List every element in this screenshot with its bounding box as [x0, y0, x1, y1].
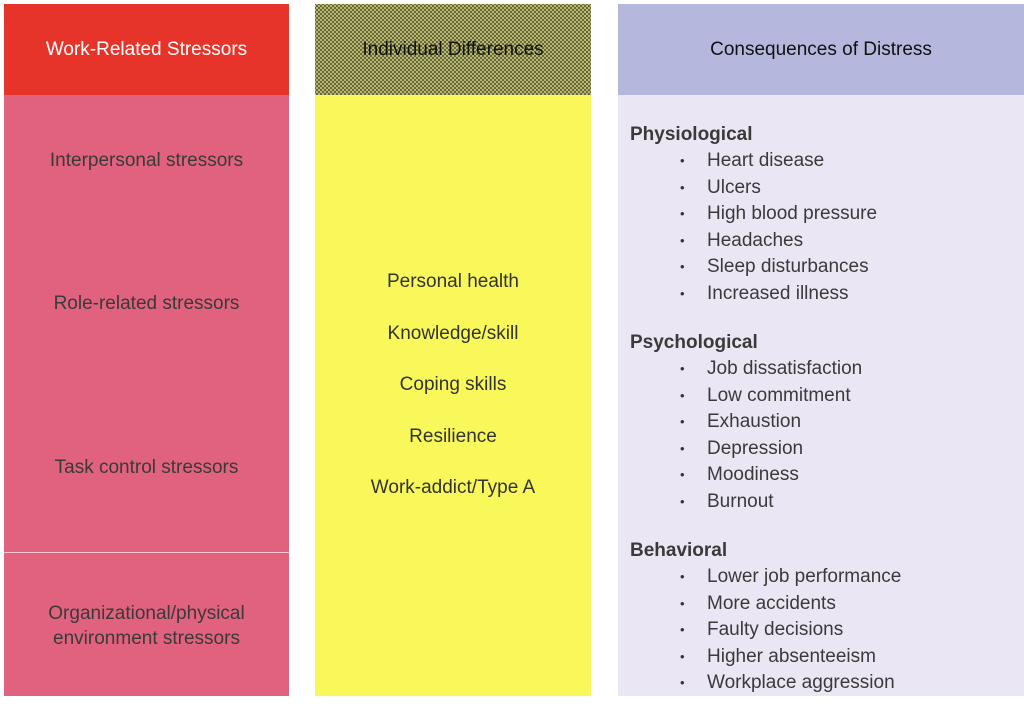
list-item: [630, 591, 1020, 618]
bullet-icon: •: [680, 622, 685, 637]
list-item-label: Increased illness: [707, 282, 849, 304]
list-item: [630, 409, 1020, 436]
bullet-icon: •: [680, 259, 685, 274]
list-item-label: Headaches: [707, 229, 804, 251]
list-item: [630, 670, 1020, 697]
stressor-task-control: Task control stressors: [54, 457, 239, 478]
bullet-icon: •: [680, 595, 685, 611]
bullet-icon: •: [680, 467, 685, 482]
list-item: [630, 356, 1020, 383]
differences-column: [315, 4, 591, 696]
bullet-icon: •: [680, 493, 685, 509]
bullet-icon: •: [680, 179, 685, 195]
bullet-icon: •: [680, 206, 685, 221]
consequences-list: [630, 122, 1020, 720]
stressors-column: [4, 4, 289, 696]
bullet-icon: •: [680, 361, 685, 376]
bullet-icon: •: [680, 569, 685, 584]
group-title: Behavioral: [630, 540, 728, 561]
list-item: [630, 436, 1020, 463]
bullet-icon: •: [680, 675, 685, 690]
difference-item: Personal health: [386, 271, 520, 292]
bullet-icon: •: [680, 232, 685, 248]
list-item-label: Lower job performance: [707, 566, 902, 587]
list-item: [630, 489, 1020, 516]
consequences-column: [618, 4, 1024, 696]
bullet-icon: •: [680, 414, 685, 429]
list-item: [630, 617, 1020, 644]
group-behavioral: [630, 538, 1020, 697]
group-physiological: [630, 122, 1020, 307]
stressor-interpersonal: Interpersonal stressors: [49, 150, 244, 171]
list-item-label: Faulty decisions: [707, 619, 844, 640]
bullet-icon: •: [680, 153, 685, 168]
list-item: [630, 228, 1020, 255]
list-item-label: Burnout: [707, 490, 774, 512]
list-item: [630, 254, 1020, 281]
differences-list: [315, 268, 591, 526]
list-item: [630, 201, 1020, 228]
difference-item: Knowledge/skill: [387, 322, 519, 344]
list-item-label: Heart disease: [707, 150, 825, 171]
list-item-label: Job dissatisfaction: [707, 358, 863, 379]
difference-item: Resilience: [409, 425, 497, 447]
list-item-label: More accidents: [707, 592, 836, 614]
difference-item: Coping skills: [399, 374, 507, 395]
bullet-icon: •: [680, 648, 685, 664]
differences-header: Individual Differences: [315, 4, 591, 95]
group-psychological: [630, 330, 1020, 515]
list-item: [630, 644, 1020, 671]
list-item-label: Exhaustion: [707, 411, 802, 432]
list-item-label: Workplace aggression: [707, 672, 895, 693]
list-item-label: Higher absenteeism: [707, 645, 876, 667]
list-item-label: Low commitment: [707, 384, 851, 406]
bullet-icon: •: [680, 387, 685, 403]
stressor-divider: [4, 552, 289, 553]
list-item-label: Moodiness: [707, 464, 799, 485]
stressor-role-related: Role-related stressors: [53, 293, 240, 314]
stressor-organizational: Organizational/physical environment stressors: [48, 603, 245, 649]
list-item: [630, 383, 1020, 410]
list-item: [630, 462, 1020, 489]
list-item: [630, 175, 1020, 202]
consequences-header: Consequences of Distress: [618, 4, 1024, 95]
list-item-label: High blood pressure: [707, 203, 878, 224]
difference-item: Work-addict/Type A: [370, 477, 536, 498]
group-title: Psychological: [630, 332, 758, 353]
list-item-label: Sleep disturbances: [707, 256, 869, 277]
list-item: [630, 564, 1020, 591]
stressors-header: Work-Related Stressors: [4, 4, 289, 95]
list-item-label: Depression: [707, 437, 804, 459]
bullet-icon: •: [680, 440, 685, 456]
bullet-icon: •: [680, 285, 685, 301]
list-item-label: Ulcers: [707, 176, 761, 198]
group-title: Physiological: [630, 124, 753, 145]
list-item: [630, 281, 1020, 308]
list-item: [630, 148, 1020, 175]
